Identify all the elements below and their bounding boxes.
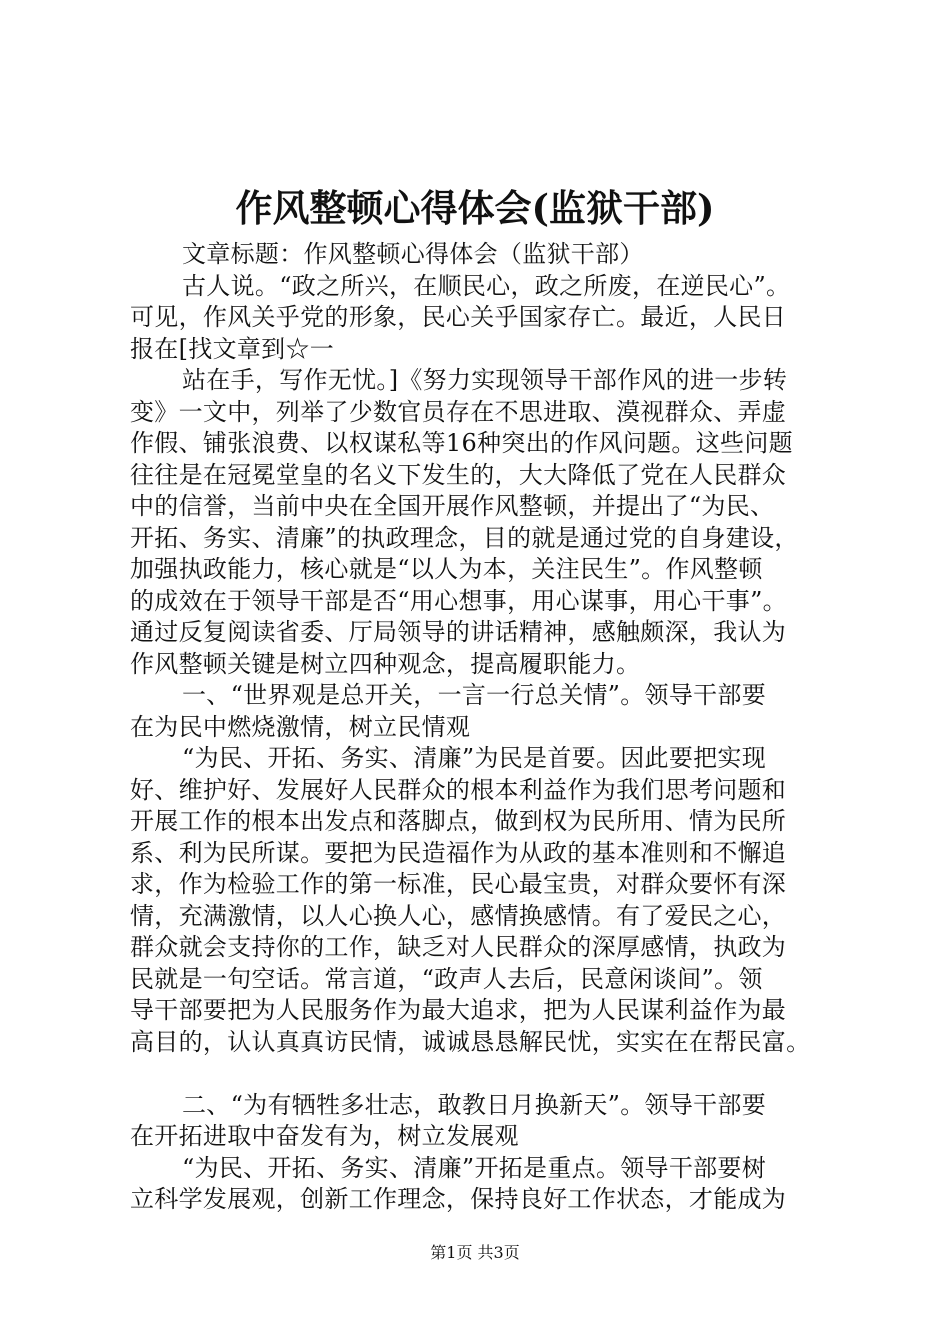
text-line: 中的信誉，当前中央在全国开展作风整顿，并提出了“为民、: [130, 492, 775, 520]
text-line: 通过反复阅读省委、厅局领导的讲话精神，感触颇深，我认为: [130, 618, 787, 646]
page-footer: 第1页 共3页: [430, 1243, 520, 1262]
text-line: 情，充满激情，以人心换人心，感情换感情。有了爱民之心，: [130, 901, 787, 930]
text-line: 往往是在冠冕堂皇的名义下发生的，大大降低了党在人民群众: [130, 460, 787, 489]
text-line: 立科学发展观，创新工作理念，保持良好工作状态，才能成为: [130, 1185, 787, 1213]
text-line: 在为民中燃烧激情，树立民情观: [130, 712, 471, 741]
text-line: “为民、开拓、务实、清廉”为民是首要。因此要把实现: [182, 744, 767, 772]
document-body: [130, 239, 830, 1216]
text-line: 一、“世界观是总开关，一言一行总关情”。领导干部要: [182, 681, 767, 709]
text-line: 报在[找文章到☆一: [130, 334, 335, 363]
text-line: 作风整顿关键是树立四种观念，提高履职能力。: [130, 649, 641, 678]
text-line: 变》一文中，列举了少数官员存在不思进取、漠视群众、弄虚: [130, 397, 787, 426]
text-line: 在开拓进取中奋发有为，树立发展观: [130, 1122, 519, 1150]
text-line: 系、利为民所谋。要把为民造福作为从政的基本准则和不懈追: [130, 838, 787, 867]
text-line: 可见，作风关乎党的形象，民心关乎国家存亡。最近，人民日: [130, 303, 787, 331]
text-line: 开展工作的根本出发点和落脚点，做到权为民所用、情为民所: [130, 807, 787, 835]
text-line: 作假、铺张浪费、以权谋私等16种突出的作风问题。这些问题: [130, 429, 793, 457]
text-line: 加强执政能力，核心就是“以人为本，关注民生”。作风整顿: [130, 555, 763, 583]
text-line: “为民、开拓、务实、清廉”开拓是重点。领导干部要树: [182, 1153, 767, 1182]
text-line: 高目的，认认真真访民情，诚诚恳恳解民忧，实实在在帮民富。: [130, 1027, 811, 1056]
text-line: 古人说。“政之所兴，在顺民心，政之所废，在逆民心”。: [182, 271, 791, 300]
text-line: 二、“为有牺牲多壮志，敢教日月换新天”。领导干部要: [182, 1090, 767, 1119]
text-line: 导干部要把为人民服务作为最大追求，把为人民谋利益作为最: [130, 996, 787, 1024]
text-line: 求，作为检验工作的第一标准，民心最宝贵，对群众要怀有深: [130, 870, 787, 898]
text-line: 的成效在于领导干部是否“用心想事，用心谋事，用心干事”。: [130, 586, 787, 615]
text-line: 文章标题：作风整顿心得体会（监狱干部）: [182, 240, 644, 268]
text-line: 站在手，写作无忧。]《努力实现领导干部作风的进一步转: [182, 366, 788, 394]
text-line: 开拓、务实、清廉”的执政理念，目的就是通过党的自身建设，: [130, 523, 799, 552]
text-line: 民就是一句空话。常言道，“政声人去后，民意闲谈间”。领: [130, 964, 763, 993]
text-line: 好、维护好、发展好人民群众的根本利益作为我们思考问题和: [130, 775, 787, 804]
blank-line: [130, 1058, 830, 1090]
text-line: 群众就会支持你的工作，缺乏对人民群众的深厚感情，执政为: [130, 933, 787, 961]
document-title: 作风整顿心得体会(监狱干部): [235, 186, 715, 230]
